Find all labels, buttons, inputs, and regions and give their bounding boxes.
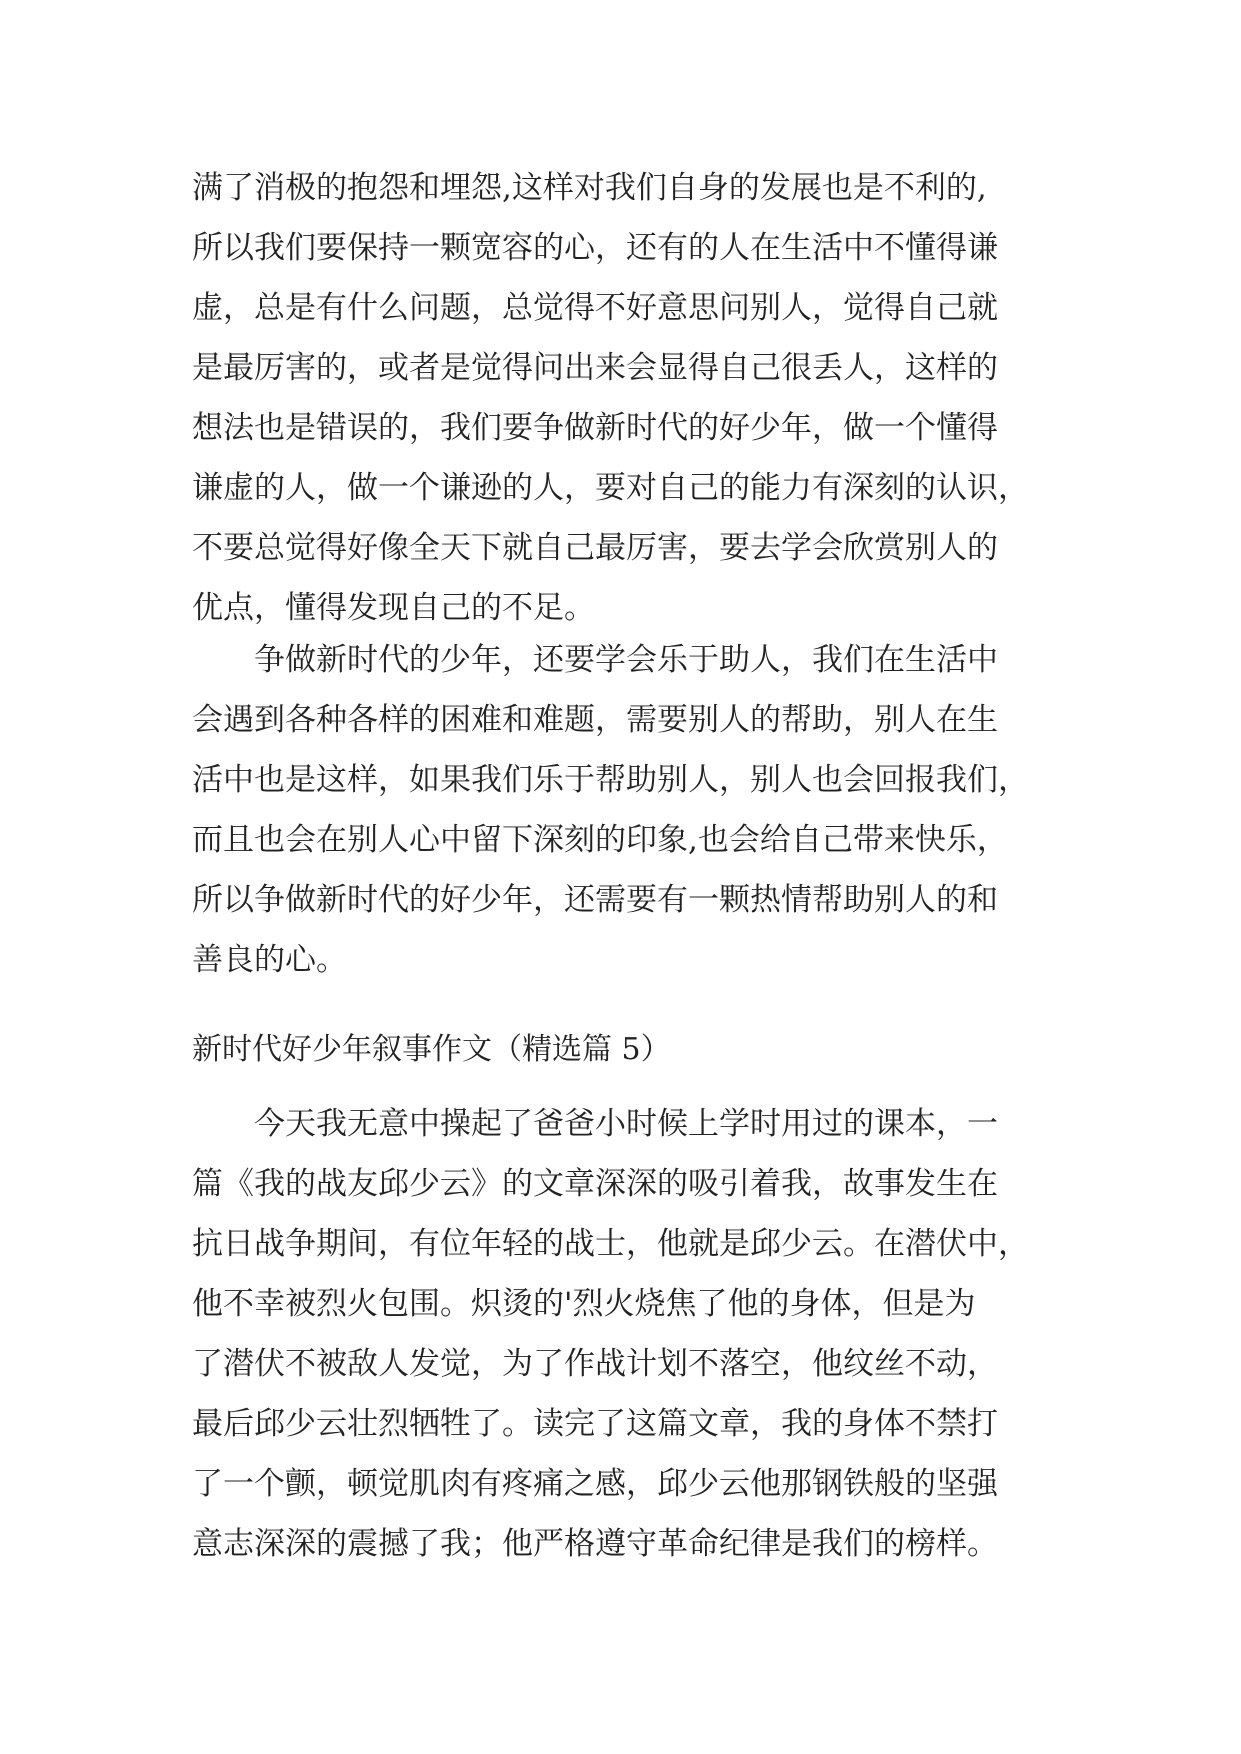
paragraph-line: 抗日战争期间，有位年轻的战士，他就是邱少云。在潜伏中，: [192, 1226, 1029, 1262]
paragraph-line: 满了消极的抱怨和埋怨,这样对我们自身的发展也是不利的,: [192, 170, 987, 206]
paragraph-line: 而且也会在别人心中留下深刻的印象,也会给自己带来快乐，: [192, 822, 1008, 858]
paragraph-line: 会遇到各种各样的困难和难题，需要别人的帮助，别人在生: [192, 702, 998, 738]
paragraph-line: 了潜伏不被敌人发觉，为了作战计划不落空，他纹丝不动，: [192, 1346, 998, 1382]
paragraph-line: 争做新时代的少年，还要学会乐于助人，我们在生活中: [192, 642, 998, 678]
paragraph-line: 所以我们要保持一颗宽容的心，还有的人在生活中不懂得谦: [192, 230, 998, 266]
paragraph-line: 今天我无意中操起了爸爸小时候上学时用过的课本，一: [192, 1106, 998, 1142]
paragraph-3: [192, 1094, 1092, 1574]
paragraph-2: [192, 630, 1092, 990]
paragraph-line: 虚，总是有什么问题，总觉得不好意思问别人，觉得自己就: [192, 290, 998, 326]
paragraph-line: 不要总觉得好像全天下就自己最厉害，要去学会欣赏别人的: [192, 530, 998, 566]
paragraph-line: 善良的心。: [192, 942, 347, 978]
paragraph-line: 最后邱少云壮烈牺牲了。读完了这篇文章，我的身体不禁打: [192, 1406, 998, 1442]
paragraph-line: 他不幸被烈火包围。炽烫的'烈火烧焦了他的身体，但是为: [192, 1286, 976, 1322]
paragraph-line: 活中也是这样，如果我们乐于帮助别人，别人也会回报我们，: [192, 762, 1029, 798]
paragraph-line: 意志深深的震撼了我；他严格遵守革命纪律是我们的榜样。: [192, 1526, 998, 1562]
paragraph-line: 了一个颤，顿觉肌肉有疼痛之感，邱少云他那钢铁般的坚强: [192, 1466, 998, 1502]
paragraph-line: 所以争做新时代的好少年，还需要有一颗热情帮助别人的和: [192, 882, 998, 918]
paragraph-line: 想法也是错误的，我们要争做新时代的好少年，做一个懂得: [192, 410, 998, 446]
paragraph-line: 篇《我的战友邱少云》的文章深深的吸引着我，故事发生在: [192, 1166, 998, 1202]
paragraph-line: 优点，懂得发现自己的不足。: [192, 590, 595, 626]
paragraph-line: 是最厉害的，或者是觉得问出来会显得自己很丢人，这样的: [192, 350, 998, 386]
paragraph-line: 谦虚的人，做一个谦逊的人，要对自己的能力有深刻的认识，: [192, 470, 1029, 506]
paragraph-1: [192, 158, 1092, 638]
section-heading: 新时代好少年叙事作文（精选篇 5）: [192, 1032, 671, 1067]
